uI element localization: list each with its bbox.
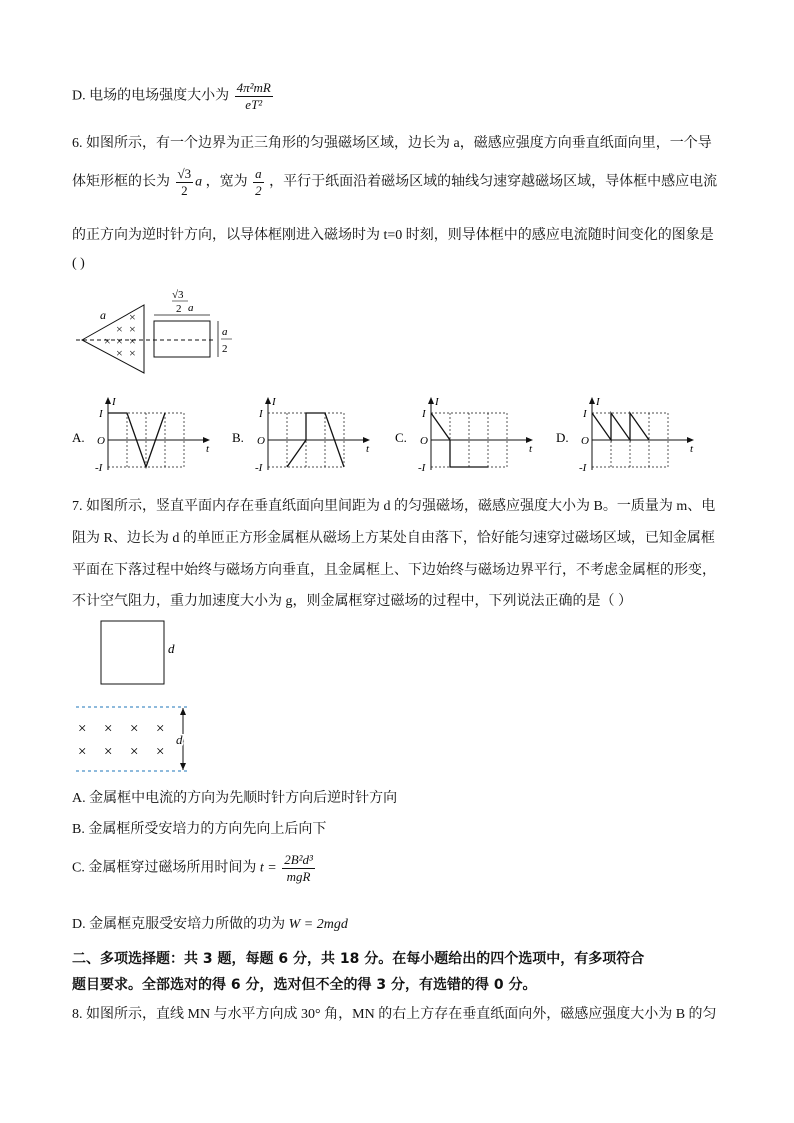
cross-mark: × <box>78 721 87 737</box>
q6-length-num: √3 <box>177 166 192 181</box>
q7-option-c-den: mgR <box>286 869 311 884</box>
tick-label-i: I <box>99 408 103 420</box>
frame-length-den: 2 <box>176 303 182 315</box>
graph-option-label: C. <box>395 430 407 445</box>
q6-line3: 的正方向为逆时针方向，以导体框刚进入磁场时为 t=0 时刻，则导体框中的感应电流随时间变化的图象是 <box>72 228 714 243</box>
triangle-side-label: a <box>100 308 106 322</box>
tick-label-neg-i: -I <box>579 462 587 474</box>
q7-figure <box>72 615 202 777</box>
cross-marks <box>104 310 136 360</box>
tick-label-i: I <box>259 408 263 420</box>
tick-label-neg-i: -I <box>255 462 263 474</box>
q6-length-fraction <box>176 166 194 199</box>
origin-label: O <box>97 435 105 447</box>
q7-option-c <box>72 852 317 885</box>
q6-line2-c: ，平行于纸面沿着磁场区域的轴线匀速穿越磁场区域，导体框中感应电流 <box>269 174 718 190</box>
cross-mark: × <box>156 721 165 737</box>
axis-label-i: I <box>112 396 116 408</box>
cross-mark: × <box>78 744 87 760</box>
cross-mark: × <box>129 310 136 324</box>
q7-option-d-formula: W = 2mgd <box>288 917 348 932</box>
frame-length-num: √3 <box>172 289 184 301</box>
graph-option-label: D. <box>556 430 569 445</box>
conductor-frame <box>154 321 210 357</box>
cross-mark: × <box>129 346 136 360</box>
frame-width-num: a <box>222 326 228 338</box>
graph-option-b <box>232 395 372 475</box>
cross-mark: × <box>116 346 123 360</box>
tick-label-i: I <box>422 408 426 420</box>
q6-width-den: 2 <box>255 183 262 198</box>
origin-label: O <box>581 435 589 447</box>
q7-option-d-text: D. 金属框克服受安培力所做的功为 <box>72 917 286 932</box>
q7-option-c-text: C. 金属框穿过磁场所用时间为 <box>72 860 257 876</box>
q6-width-fraction <box>253 166 264 199</box>
q6-line2-b: ，宽为 <box>205 174 248 190</box>
cross-mark: × <box>104 744 113 760</box>
tick-label-i: I <box>583 408 587 420</box>
q6-figure <box>72 285 252 380</box>
q7-line4: 不计空气阻力，重力加速度大小为 g，则金属框穿过磁场的过程中，下列说法正确的是（ ） <box>72 594 632 609</box>
cross-mark: × <box>104 721 113 737</box>
cross-mark: × <box>130 721 139 737</box>
q7-option-b: B. 金属框所受安培力的方向先向上后向下 <box>72 822 327 837</box>
frame-width-den: 2 <box>222 343 228 355</box>
cross-mark: × <box>129 322 136 336</box>
cross-mark: × <box>104 334 111 348</box>
q7-option-c-num: 2B²d³ <box>284 852 313 867</box>
field-gap-label: d <box>176 732 183 747</box>
tick-label-neg-i: -I <box>418 462 426 474</box>
q7-line3: 平面在下落过程中始终与磁场方向垂直，且金属框上、下边始终与磁场边界平行，不考虑金属框的形变， <box>72 563 716 578</box>
cross-mark: × <box>130 744 139 760</box>
graph-option-label: A. <box>72 430 85 445</box>
q5-option-d-fraction <box>235 80 273 113</box>
q6-line2-a: 体矩形框的长为 <box>72 174 170 190</box>
tick-label-neg-i: -I <box>95 462 103 474</box>
graph-option-d <box>556 395 696 475</box>
q6-length-var: a <box>195 174 203 190</box>
q6-line1: 6. 如图所示，有一个边界为正三角形的匀强磁场区域，边长为 a，磁感应强度方向垂直纸面向里，一个导 <box>72 136 712 151</box>
graph-option-a <box>72 395 212 475</box>
q7-line2: 阻为 R、边长为 d 的单匝正方形金属框从磁场上方某处自由落下，恰好能匀速穿过磁场区域，已知金属框 <box>72 531 715 546</box>
frame-side-label: d <box>168 641 175 656</box>
origin-label: O <box>257 435 265 447</box>
q8-line1: 8. 如图所示，直线 MN 与水平方向成 30° 角，MN 的右上方存在垂直纸面向外，磁感应强度大小为 B 的匀 <box>72 1007 717 1022</box>
metal-frame <box>101 621 164 684</box>
axis-label-i: I <box>272 396 276 408</box>
cross-mark: × <box>116 322 123 336</box>
cross-mark: × <box>156 744 165 760</box>
axis-label-t: t <box>206 443 210 455</box>
q5-fraction-denominator: eT² <box>245 97 263 112</box>
axis-label-t: t <box>690 443 694 455</box>
q5-option-d-text: D. 电场的电场强度大小为 <box>72 88 230 104</box>
q5-option-d <box>72 80 275 113</box>
axis-label-t: t <box>366 443 370 455</box>
q6-line2 <box>72 166 717 199</box>
q6-length-den: 2 <box>181 183 188 198</box>
q7-line1: 7. 如图所示，竖直平面内存在垂直纸面向里间距为 d 的匀强磁场，磁感应强度大小为 B。一质量为 m、电 <box>72 499 716 514</box>
current-curve <box>592 413 649 440</box>
field-crosses <box>78 721 164 760</box>
axis-label-t: t <box>529 443 533 455</box>
q7-option-c-fraction <box>282 852 315 885</box>
cross-mark: × <box>116 334 123 348</box>
q5-fraction-numerator: 4π²mR <box>236 80 271 95</box>
q7-option-d <box>72 913 348 933</box>
q7-option-c-lhs: t = <box>259 860 277 876</box>
frame-length-var: a <box>188 302 194 314</box>
q6-line4: ( ) <box>72 256 85 271</box>
q7-option-a: A. 金属框中电流的方向为先顺时针方向后逆时针方向 <box>72 791 398 806</box>
section-heading-line2: 题目要求。全部选对的得 6 分，选对但不全的得 3 分，有选错的得 0 分。 <box>72 977 537 993</box>
graph-option-c <box>395 395 535 475</box>
origin-label: O <box>420 435 428 447</box>
cross-mark: × <box>129 334 136 348</box>
axis-label-i: I <box>596 396 600 408</box>
axis-label-i: I <box>435 396 439 408</box>
graph-option-label: B. <box>232 430 244 445</box>
q6-width-num: a <box>255 166 262 181</box>
section-heading-line1: 二、多项选择题：共 3 题，每题 6 分，共 18 分。在每小题给出的四个选项中，有多项符合 <box>72 951 645 967</box>
